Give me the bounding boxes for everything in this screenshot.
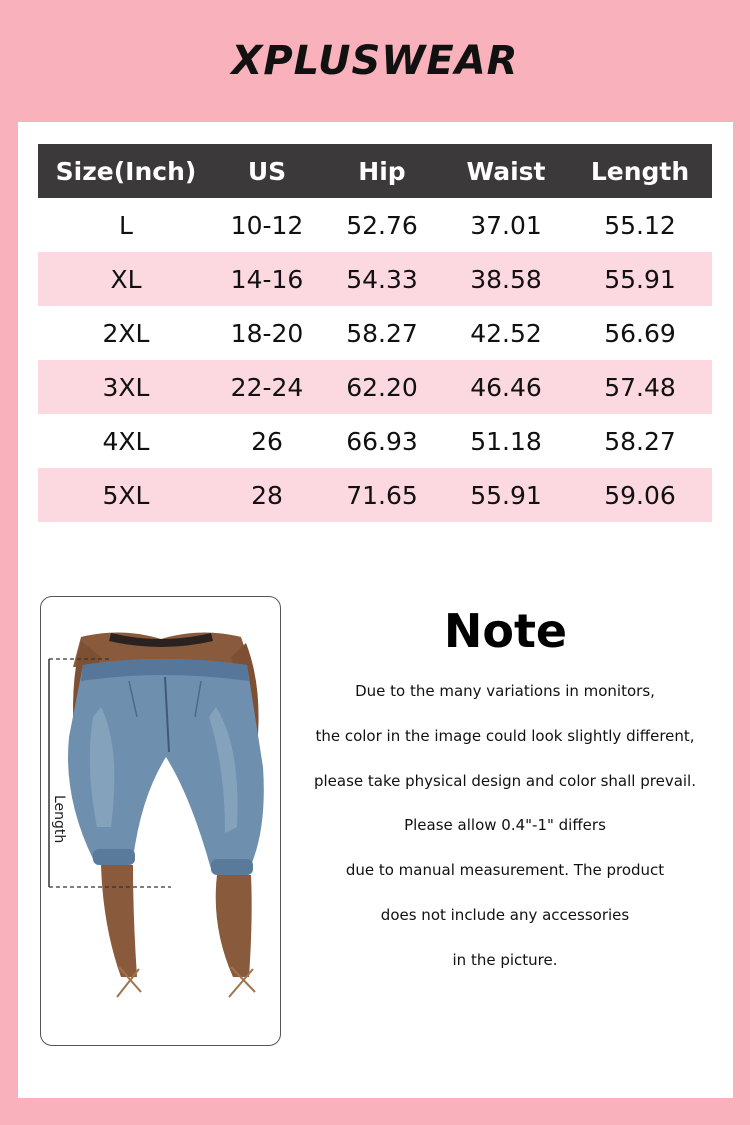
note-title: Note xyxy=(443,604,568,658)
cell-size: 3XL xyxy=(38,360,214,414)
cell-us: 18-20 xyxy=(230,318,304,348)
table-row xyxy=(38,198,712,252)
cell-hip: 71.65 xyxy=(320,468,444,522)
header-length: Length xyxy=(568,144,712,198)
note-line: in the picture. xyxy=(452,950,558,969)
note-line: due to manual measurement. The product xyxy=(345,861,665,880)
cell-length: 56.69 xyxy=(604,318,676,348)
note-line: Please allow 0.4"-1" differs xyxy=(404,816,606,835)
table-row xyxy=(38,468,712,522)
length-measure-label: Length xyxy=(51,795,67,844)
cell-size: 5XL xyxy=(38,468,214,522)
product-photo xyxy=(40,596,281,1046)
cell-waist: 51.18 xyxy=(470,426,542,456)
table-header-row xyxy=(38,144,712,198)
cell-waist: 55.91 xyxy=(444,468,568,522)
cell-us: 22-24 xyxy=(214,360,320,414)
cell-length: 59.06 xyxy=(568,468,712,522)
cell-length: 55.91 xyxy=(568,252,712,306)
cell-us: 10-12 xyxy=(230,210,304,240)
table-row xyxy=(38,360,712,414)
header-us: US xyxy=(214,144,320,198)
header-waist: Waist xyxy=(444,144,568,198)
cell-us: 14-16 xyxy=(214,252,320,306)
cell-length: 57.48 xyxy=(568,360,712,414)
header-hip: Hip xyxy=(320,144,444,198)
denim-shorts-illustration xyxy=(41,597,281,1046)
cell-size: XL xyxy=(38,252,214,306)
header-size: Size(Inch) xyxy=(38,144,214,198)
cell-hip: 54.33 xyxy=(320,252,444,306)
note-line: the color in the image could look slightly different, xyxy=(315,726,695,745)
cell-hip: 52.76 xyxy=(346,210,418,240)
cell-hip: 66.93 xyxy=(346,426,418,456)
table-row xyxy=(38,414,712,468)
note-line: please take physical design and color shall prevail. xyxy=(313,771,696,790)
cell-waist: 37.01 xyxy=(470,210,542,240)
table-row xyxy=(38,252,712,306)
content-panel xyxy=(18,122,733,1098)
cell-hip: 58.27 xyxy=(346,318,418,348)
note-text xyxy=(295,682,715,996)
cell-waist: 38.58 xyxy=(444,252,568,306)
note-line: does not include any accessories xyxy=(380,905,630,924)
cell-length: 55.12 xyxy=(604,210,676,240)
cell-size: 2XL xyxy=(102,318,150,348)
cell-waist: 46.46 xyxy=(444,360,568,414)
cell-waist: 42.52 xyxy=(470,318,542,348)
cell-hip: 62.20 xyxy=(320,360,444,414)
note-line: Due to the many variations in monitors, xyxy=(355,682,655,700)
cell-size: 4XL xyxy=(102,426,150,456)
size-chart-table xyxy=(38,144,712,522)
cell-size: L xyxy=(119,210,133,240)
table-row xyxy=(38,306,712,360)
brand-logo: XPLUSWEAR xyxy=(231,38,519,84)
cell-us: 26 xyxy=(251,426,283,456)
cell-us: 28 xyxy=(214,468,320,522)
cell-length: 58.27 xyxy=(604,426,676,456)
